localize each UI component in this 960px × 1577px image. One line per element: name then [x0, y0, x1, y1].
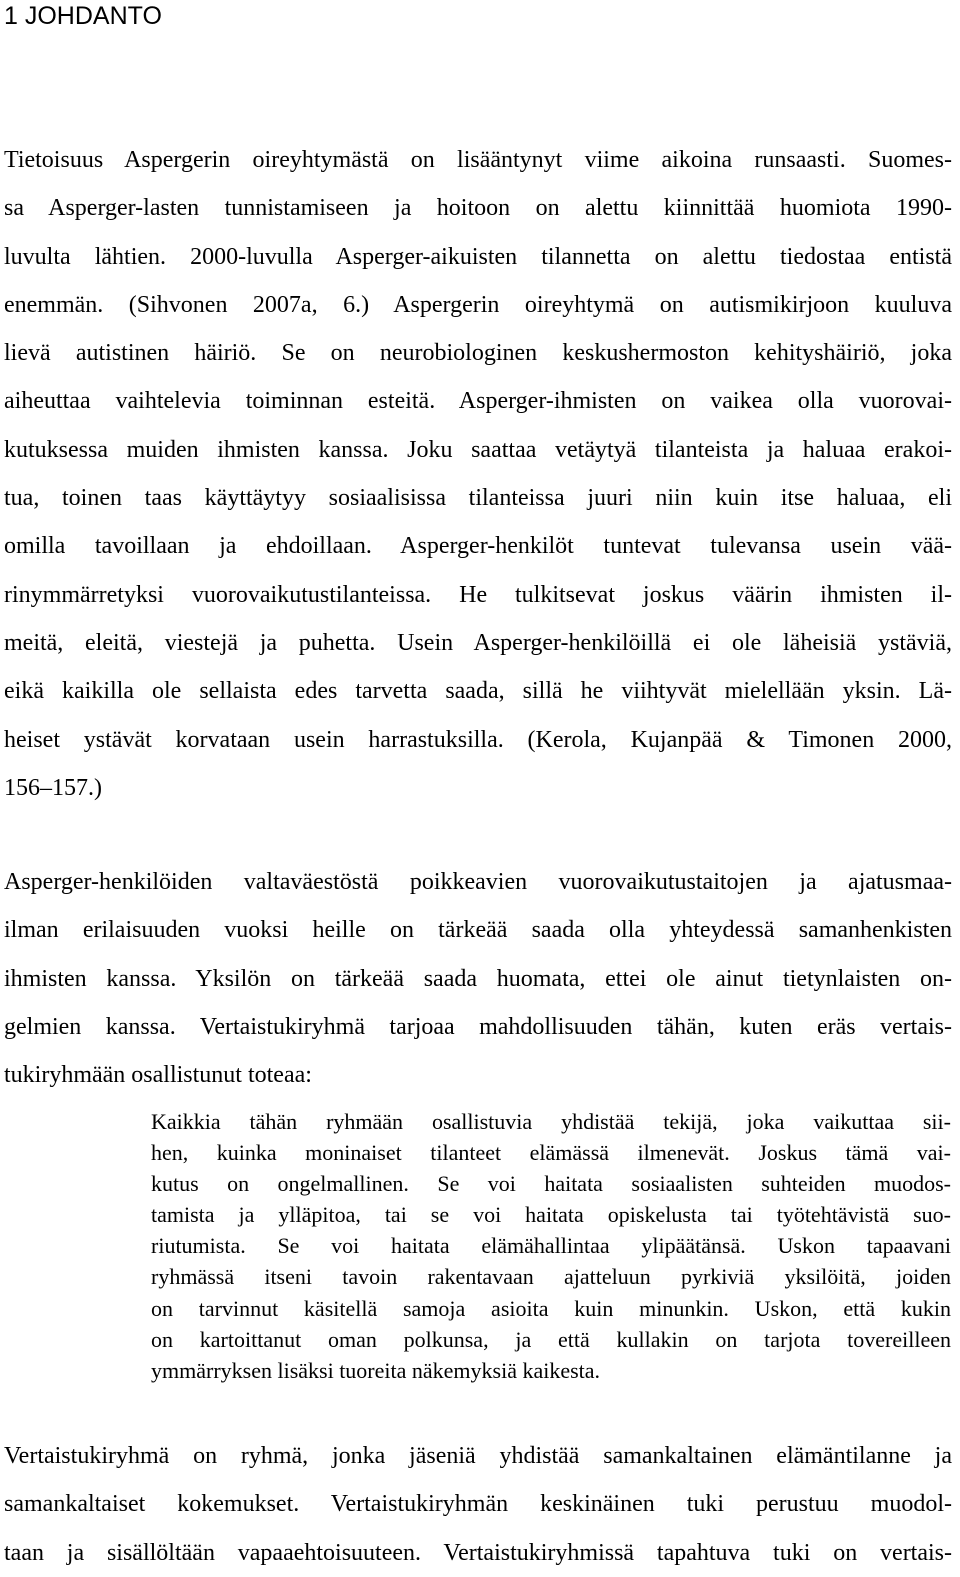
block-quote	[151, 1106, 951, 1386]
text-line: kutuksessa muiden ihmisten kanssa. Joku saattaa vetäytyä tilanteista ja haluaa erakoi-	[4, 436, 952, 463]
text-line: samankaltaiset kokemukset. Vertaistukiryhmän keskinäinen tuki perustuu muodol-	[4, 1491, 952, 1518]
text-line: ihmisten kanssa. Yksilön on tärkeää saada huomata, ettei ole ainut tietynlaisten on-	[4, 965, 952, 992]
text-line: sa Asperger-lasten tunnistamiseen ja hoitoon on alettu kiinnittää huomiota 1990-	[4, 195, 952, 222]
text-line: aiheuttaa vaihtelevia toiminnan esteitä. Asperger-ihmisten on vaikea olla vuorovai-	[4, 388, 952, 415]
quote-line: kutus on ongelmallinen. Se voi haitata sosiaalisten suhteiden muodos-	[151, 1171, 951, 1197]
text-line: luvulta lähtien. 2000-luvulla Asperger-aikuisten tilannetta on alettu tiedostaa entistä	[4, 243, 952, 270]
quote-line: hen, kuinka moninaiset tilanteet elämässä ilmenevät. Joskus tämä vai-	[151, 1140, 951, 1166]
text-line: 156–157.)	[4, 774, 102, 801]
text-line: lievä autistinen häiriö. Se on neurobiologinen keskushermoston kehityshäiriö, joka	[4, 340, 952, 367]
text-line: heiset ystävät korvataan usein harrastuksilla. (Kerola, Kujanpää & Timonen 2000,	[4, 726, 952, 753]
text-line: tua, toinen taas käyttäytyy sosiaalisissa tilanteissa juuri niin kuin itse haluaa, eli	[4, 485, 952, 512]
quote-line: on tarvinnut käsitellä samoja asioita kuin minunkin. Uskon, että kukin	[151, 1295, 951, 1321]
text-line: Asperger-henkilöiden valtaväestöstä poikkeavien vuorovaikutustaitojen ja ajatusmaa-	[4, 869, 952, 895]
paragraph-intro	[4, 136, 952, 812]
text-line: Vertaistukiryhmä on ryhmä, jonka jäseniä yhdistää samankaltainen elämäntilanne ja	[4, 1443, 952, 1469]
quote-line: riutumista. Se voi haitata elämähallintaa ylipäätänsä. Uskon tapaavani	[151, 1233, 951, 1259]
text-line: eikä kaikilla ole sellaista edes tarvetta saada, sillä he viihtyvät mielellään yksin. Lä-	[4, 678, 952, 705]
paragraph-definition	[4, 1432, 952, 1577]
quote-line: on kartoittanut oman polkunsa, ja että kullakin on tarjota tovereilleen	[151, 1326, 951, 1352]
quote-line: ryhmässä itseni tavoin rakentavaan ajatteluun pyrkiviä yksilöitä, joiden	[151, 1264, 951, 1290]
text-line: enemmän. (Sihvonen 2007a, 6.) Aspergerin oireyhtymä on autismikirjoon kuuluva	[4, 291, 952, 318]
paragraph-peer-support	[4, 858, 952, 1099]
quote-line: Kaikkia tähän ryhmään osallistuvia yhdistää tekijä, joka vaikuttaa sii-	[151, 1109, 951, 1134]
text-line: meitä, eleitä, viestejä ja puhetta. Usein Asperger-henkilöillä ei ole läheisiä ystäviä,	[4, 629, 952, 656]
quote-line: ymmärryksen lisäksi tuoreita näkemyksiä kaikesta.	[151, 1357, 601, 1383]
text-line: gelmien kanssa. Vertaistukiryhmä tarjoaa mahdollisuuden tähän, kuten eräs vertais-	[4, 1013, 952, 1040]
text-line: taan ja sisällöltään vapaaehtoisuuteen. Vertaistukiryhmissä tapahtuva tuki on vertais-	[4, 1539, 952, 1566]
text-line: rinymmärretyksi vuorovaikutustilanteissa. He tulkitsevat joskus väärin ihmisten il-	[4, 581, 952, 608]
quote-line: tamista ja ylläpitoa, tai se voi haitata opiskelusta tai työtehtävistä suo-	[151, 1202, 951, 1228]
text-line: tukiryhmään osallistunut toteaa:	[4, 1062, 312, 1089]
text-line: omilla tavoillaan ja ehdoillaan. Asperger-henkilöt tuntevat tulevansa usein vää-	[4, 533, 952, 560]
text-line: ilman erilaisuuden vuoksi heille on tärkeää saada olla yhteydessä samanhenkisten	[4, 917, 952, 944]
chapter-heading: 1 JOHDANTO	[4, 2, 162, 30]
text-line: Tietoisuus Aspergerin oireyhtymästä on lisääntynyt viime aikoina runsaasti. Suomes-	[4, 147, 952, 173]
